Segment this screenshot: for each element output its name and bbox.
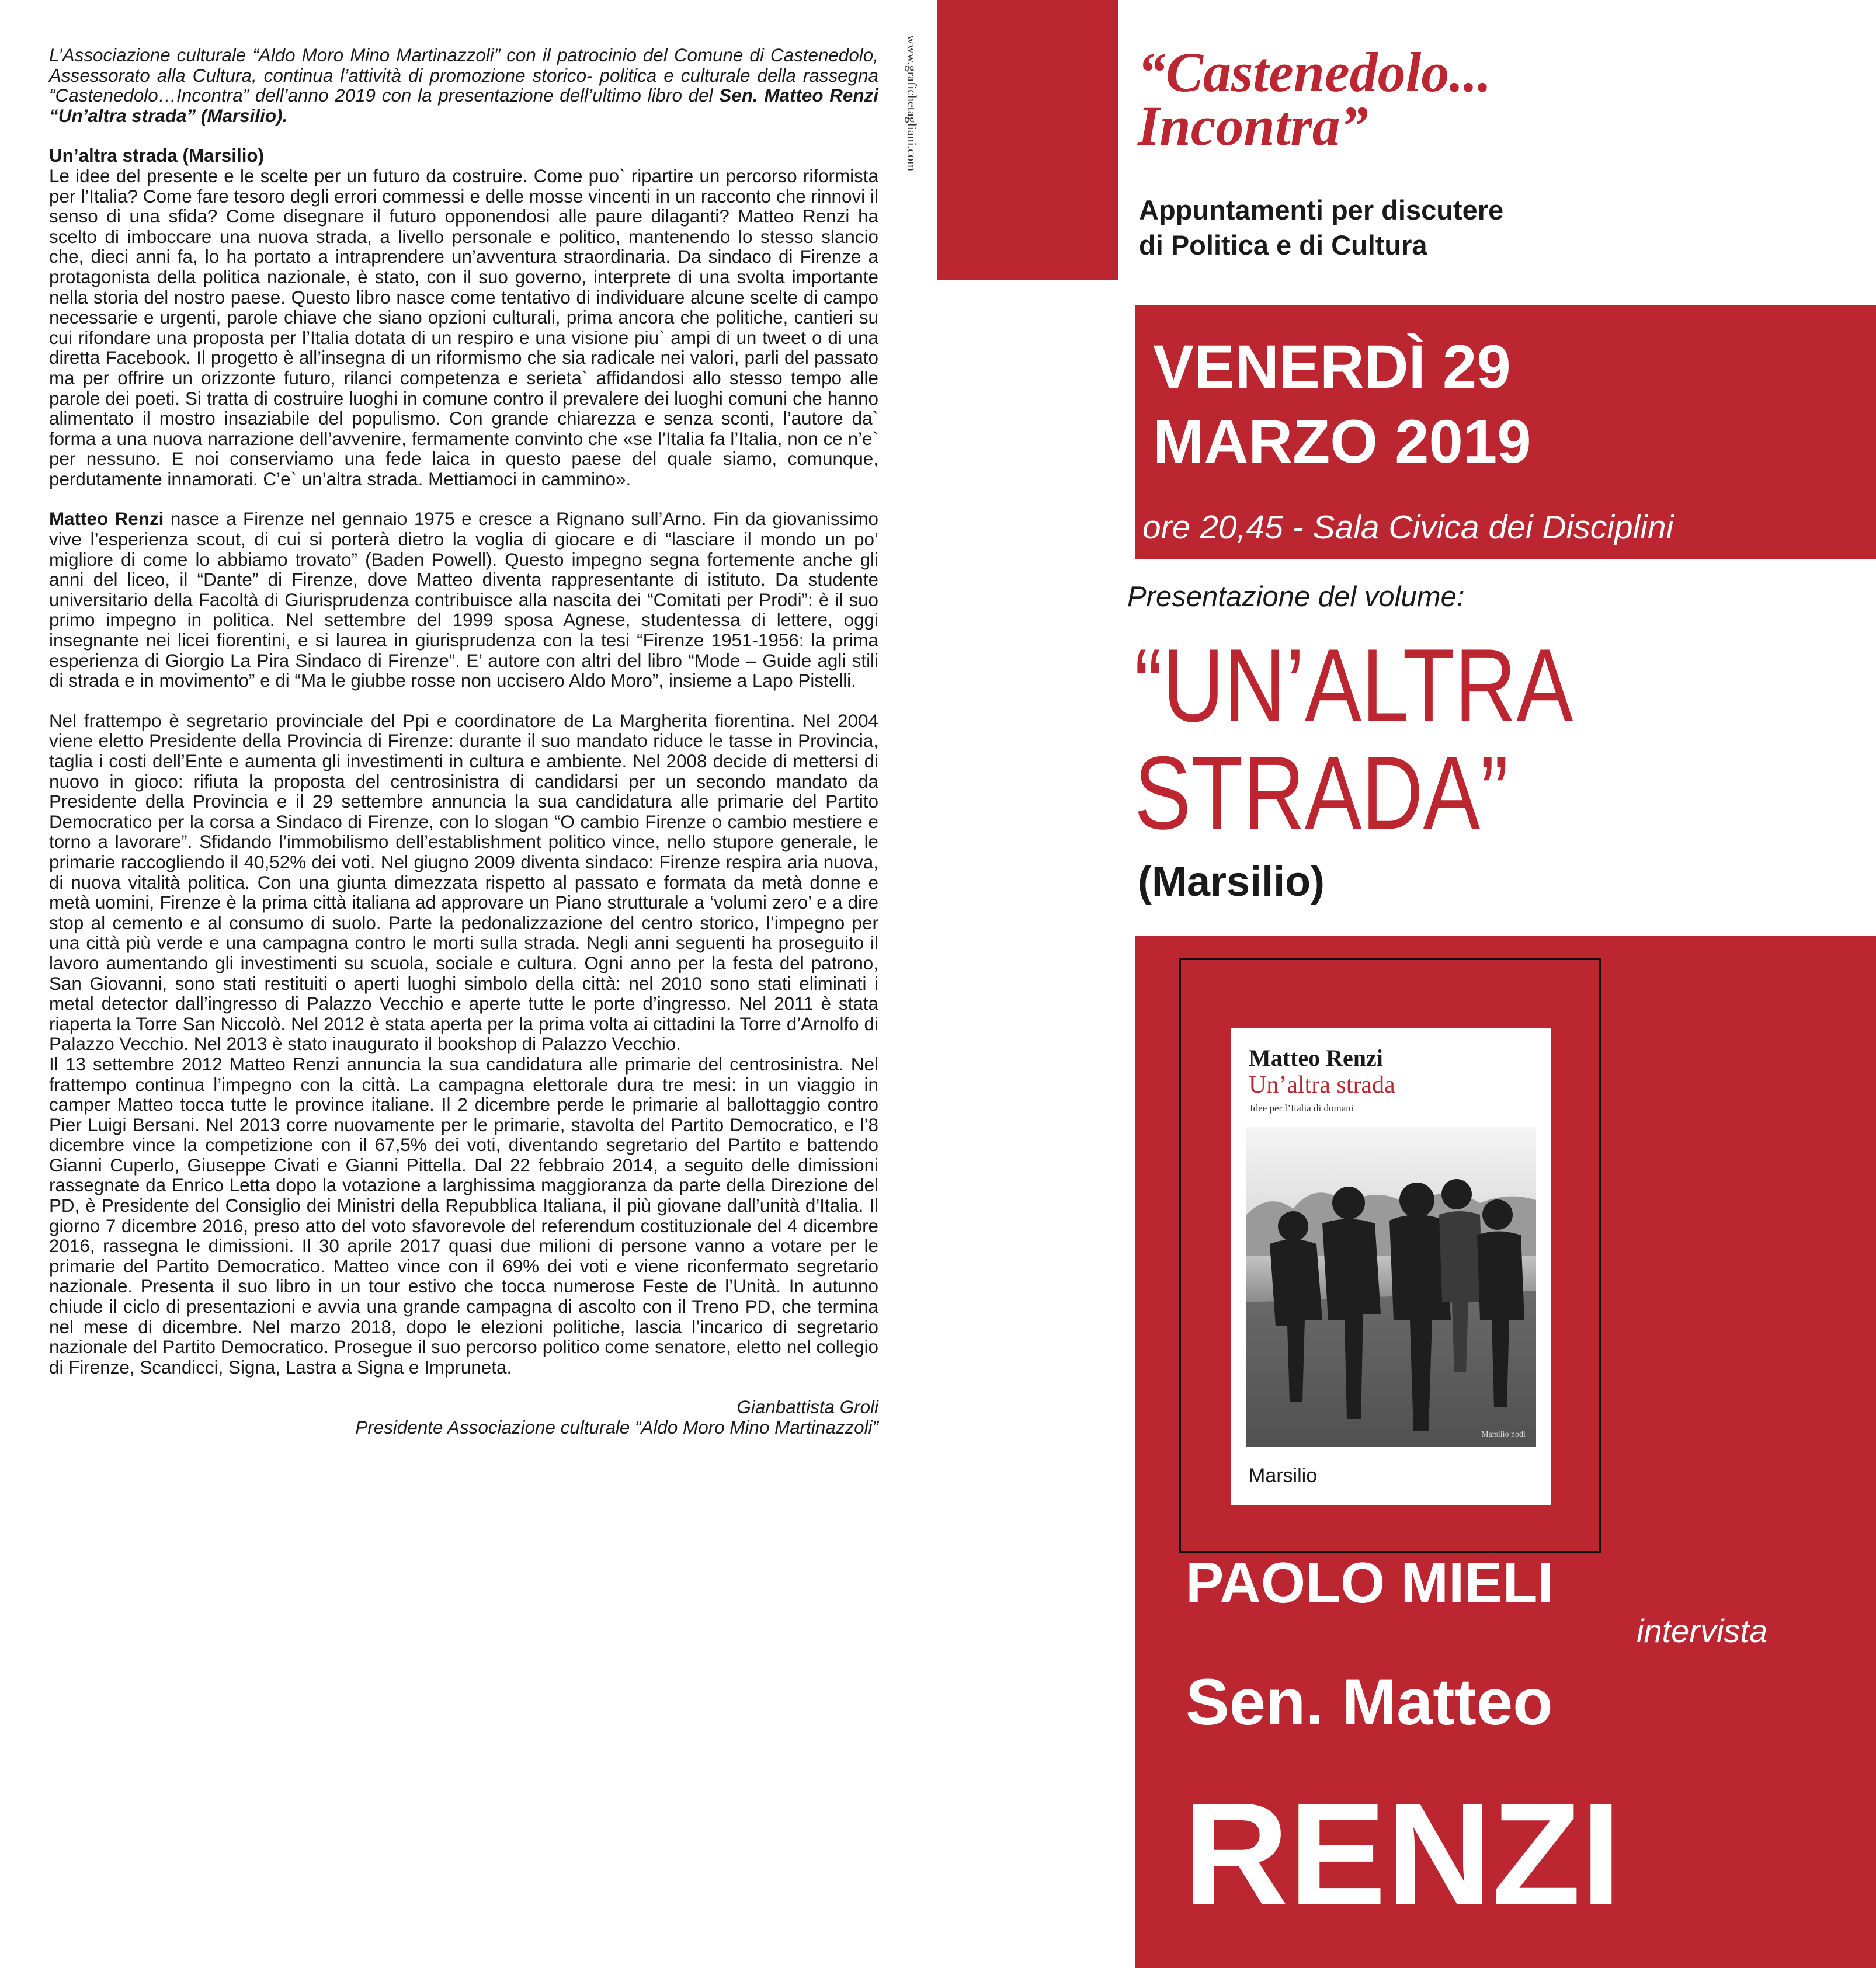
signature-role: Presidente Associazione culturale “Aldo Moro Mino Martinazzoli” xyxy=(355,1417,878,1438)
book-title-line-1: “UN’ALTRA xyxy=(1134,627,1573,743)
book-section-heading: Un’altra strada (Marsilio) xyxy=(49,145,265,166)
publisher: (Marsilio) xyxy=(1138,858,1325,905)
bio-paragraph-1 xyxy=(49,509,878,691)
series-title-line-2: Incontra” xyxy=(1138,95,1368,157)
guest-surname: RENZI xyxy=(1183,1772,1621,1935)
event-date xyxy=(1153,330,1871,479)
interview-verb: intervista xyxy=(1637,1612,1768,1649)
cover-imprint: Marsilio xyxy=(1249,1465,1318,1487)
left-text-column xyxy=(49,46,878,1438)
intro-paragraph xyxy=(49,46,878,126)
bio-name: Matteo Renzi xyxy=(49,509,164,530)
moderator-name: PAOLO MIELI xyxy=(1186,1550,1554,1615)
cover-subtitle: Idee per l’Italia di domani xyxy=(1250,1103,1354,1114)
series-subtitle-line-1: Appuntamenti per discutere xyxy=(1139,194,1504,225)
guest-name: Sen. Matteo xyxy=(1186,1666,1553,1738)
event-date-line-1: VENERDÌ 29 xyxy=(1153,333,1511,401)
cover-title: Un’altra strada xyxy=(1249,1072,1395,1098)
signature-block xyxy=(49,1397,878,1438)
intro-book-reference: Sen. Matteo Renzi “Un’altra strada” (Marsilio). xyxy=(49,85,878,126)
book-description: Le idee del presente e le scelte per un futuro da costruire. Come puo` ripartire un percorso riformista per l’Italia? Come fare tesoro degli errori commessi e delle mosse vincenti in un racconto che rinnovi il senso di una sfida? Come disegnare il futuro opponendosi alle paure dilaganti? Matteo Renzi ha scelto di imboccare una nuova strada, a livello personale e politico, mantenendo lo stesso slancio che, dieci anni fa, lo ha portato a intraprendere un’avventura straordinaria. Da sindaco di Firenze a protagonista della politica nazionale, è stato, con il suo governo, interprete di una svolta importante nella storia del nostro paese. Questo libro nasce come tentativo di individuare alcune scelte di campo necessarie e urgenti, parole chiave che siano opzioni culturali, prima ancora che politiche, cantieri su cui rifondare una proposta per l’Italia dotata di un respiro e una visione piu` ampi di un tweet o di una diretta Facebook. Il progetto è all’insegna di un riformismo che sia radicale nei valori, parli del passato ma per offrire un orizzonte futuro, rilanci competenza e serieta` affidandosi allo stesso tempo alle parole dei poeti. Si tratta di costruire luoghi in comune contro il prevalere dei luoghi comuni che hanno alimentato il mostro insaziabile del populismo. Con grande chiarezza e senza sconti, l’autore da` forma a una nuova narrazione dell’avvenire, fermamente convinto che «se l’Italia fa l’Italia, non ce n’e` per nessuno. E noi conserviamo una fede laica in questo paese del quale siamo, comunque, perdutamente innamorati. C’e` un’altra strada. Mettiamoci in cammino». xyxy=(49,165,878,489)
signature-name: Gianbattista Groli xyxy=(736,1397,878,1418)
printer-credit xyxy=(899,35,923,228)
bio-text-1: nasce a Firenze nel gennaio 1975 e cresce a Rignano sull’Arno. Fin da giovanissimo vive l’esperienza scout, di cui si porterà dietro la voglia di giocare e di “lasciare il mondo un po’ migliore di come lo abbiamo trovato” (Baden Powell). Questo impegno segna fortemente anche gli anni del liceo, il “Dante” di Firenze, dove Matteo diventa rappresentante di istituto. Da studente universitario della Facoltà di Giurisprudenza contribuisce alla nascita dei “Comitati per Prodi”: è il suo primo impegno in politica. Nel settembre del 1999 sposa Agnese, studentessa di lettere, oggi insegnante nei licei fiorentini, e si laurea in giurisprudenza con la tesi “Firenze 1951-1956: la prima esperienza di Giorgio La Pira Sindaco di Firenze”. E’ autore con altri del libro “Mode – Guide agli stili di strada e in movimento” e di “Ma le giubbe rosse non uccisero Aldo Moro”, insieme a Lapo Pistelli. xyxy=(49,509,878,691)
cover-series-mark: Marsilio nodi xyxy=(1481,1430,1526,1439)
intro-text: L’Associazione culturale “Aldo Moro Mino Martinazzoli” con il patrocinio del Comune di Castenedolo, Assessorato alla Cultura, continua l’attività di promozione storico- politica e culturale della rassegna “Castenedolo…Incontra” dell’anno 2019 con la presentazione dell’ultimo libro del xyxy=(49,45,878,106)
bio-paragraph-2: Nel frattempo è segretario provinciale del Ppi e coordinatore de La Margherita fiorentina. Nel 2004 viene eletto Presidente della Provincia di Firenze: durante il suo mandato riduce le tasse in Provincia, taglia i costi dell’Ente e aumenta gli investimenti in cultura e ambiente. Nel 2008 decide di mettersi di nuovo in gioco: rifiuta la proposta del centrosinistra di candidarsi per un secondo mandato da Presidente della Provincia e il 29 settembre annuncia la sua candidatura alle primarie del Partito Democratico per la corsa a Sindaco di Firenze, con lo slogan “O cambio Firenze o cambio mestiere e torno a lavorare”. Sfidando l’immobilismo dell’establishment politico vince, nello stupore generale, le primarie raccogliendo il 40,52% dei voti. Nel giugno 2009 diventa sindaco: Firenze respira aria nuova, di nuova vitalità politica. Con una giunta dimezzata rispetto al passato e formata da metà donne e metà uomini, Firenze è la prima città italiana ad approvare un Piano strutturale a ‘volumi zero’ e a dire stop al cemento e al consumo di suolo. Parte la pedonalizzazione del centro storico, l’impegno per una città più verde e una campagna contro le morti sulla strada. Negli anni seguenti ha proseguito il lavoro aumentando gli investimenti su scuola, sociale e cultura. Ogni anno per la festa del patrono, San Giovanni, sono stati restituiti o aperti luoghi simbolo della città: nel 2010 sono stati eliminati i metal detector dall’ingresso di Palazzo Vecchio e aperte tutte le porte d’ingresso. Nel 2011 è stata riaperta la Torre San Niccolò. Nel 2012 è stata aperta per la prima volta ai cittadini la Torre d’Arnolfo di Palazzo Vecchio. Nel 2013 è stato inaugurato il bookshop di Palazzo Vecchio. xyxy=(49,710,878,1055)
printer-credit-text: www.grafichetagliani.com xyxy=(905,35,919,172)
series-title xyxy=(1138,41,1839,157)
cover-author: Matteo Renzi xyxy=(1249,1045,1383,1071)
book-cover xyxy=(1231,1028,1551,1505)
top-red-bar xyxy=(937,0,1118,280)
series-subtitle xyxy=(1139,193,1840,263)
bio-paragraph-3: Il 13 settembre 2012 Matteo Renzi annuncia la sua candidatura alle primarie del centrosinistra. Nel frattempo continua l’impegno con la città. La campagna elettorale dura tre mesi: in un viaggio in camper Matteo tocca tutte le province italiane. Il 2 dicembre perde le primarie al ballottaggio contro Pier Luigi Bersani. Nel 2013 corre nuovamente per le primarie, stavolta del Partito Democratico, e l’8 dicembre vince la competizione con il 67,5% dei voti, diventando segretario del Partito e battendo Gianni Cuperlo, Giuseppe Civati e Gianni Pittella. Dal 22 febbraio 2014, a seguito delle dimissioni rassegnate da Enrico Letta dopo la votazione a larghissima maggioranza da parte della Direzione del PD, è Presidente del Consiglio dei Ministri della Repubblica Italiana, il più giovane dall’unità d’Italia. Il giorno 7 dicembre 2016, preso atto del voto sfavorevole del referendum costituzionale del 4 dicembre 2016, rassegna le dimissioni. Il 30 aprile 2017 quasi due milioni di persone vanno a votare per le primarie del Partito Democratico. Matteo vince con il 69% dei voti e viene riconfermato segretario nazionale. Presenta il suo libro in un tour estivo che tocca numerose Feste de l’Unità. In autunno chiude il ciclo di presentazioni e avvia una grande campagna di ascolto con il Treno PD, che termina nel mese di dicembre. Nel marzo 2018, dopo le elezioni politiche, lascia l’incarico di segretario nazionale del Partito Democratico. Prosegue il suo percorso politico come senatore, eletto nel collegio di Firenze, Scandicci, Signa, Lastra a Signa e Impruneta. xyxy=(49,1053,878,1378)
book-title xyxy=(1134,627,1742,851)
book-title-line-2: STRADA” xyxy=(1134,735,1509,851)
event-date-line-2: MARZO 2019 xyxy=(1153,408,1531,476)
event-time-place: ore 20,45 - Sala Civica dei Disciplini xyxy=(1142,509,1674,546)
cover-photo xyxy=(1246,1127,1536,1447)
presentation-label: Presentazione del volume: xyxy=(1127,581,1465,613)
series-subtitle-line-2: di Politica e di Cultura xyxy=(1139,230,1427,260)
series-title-line-1: “Castenedolo... xyxy=(1138,41,1492,103)
